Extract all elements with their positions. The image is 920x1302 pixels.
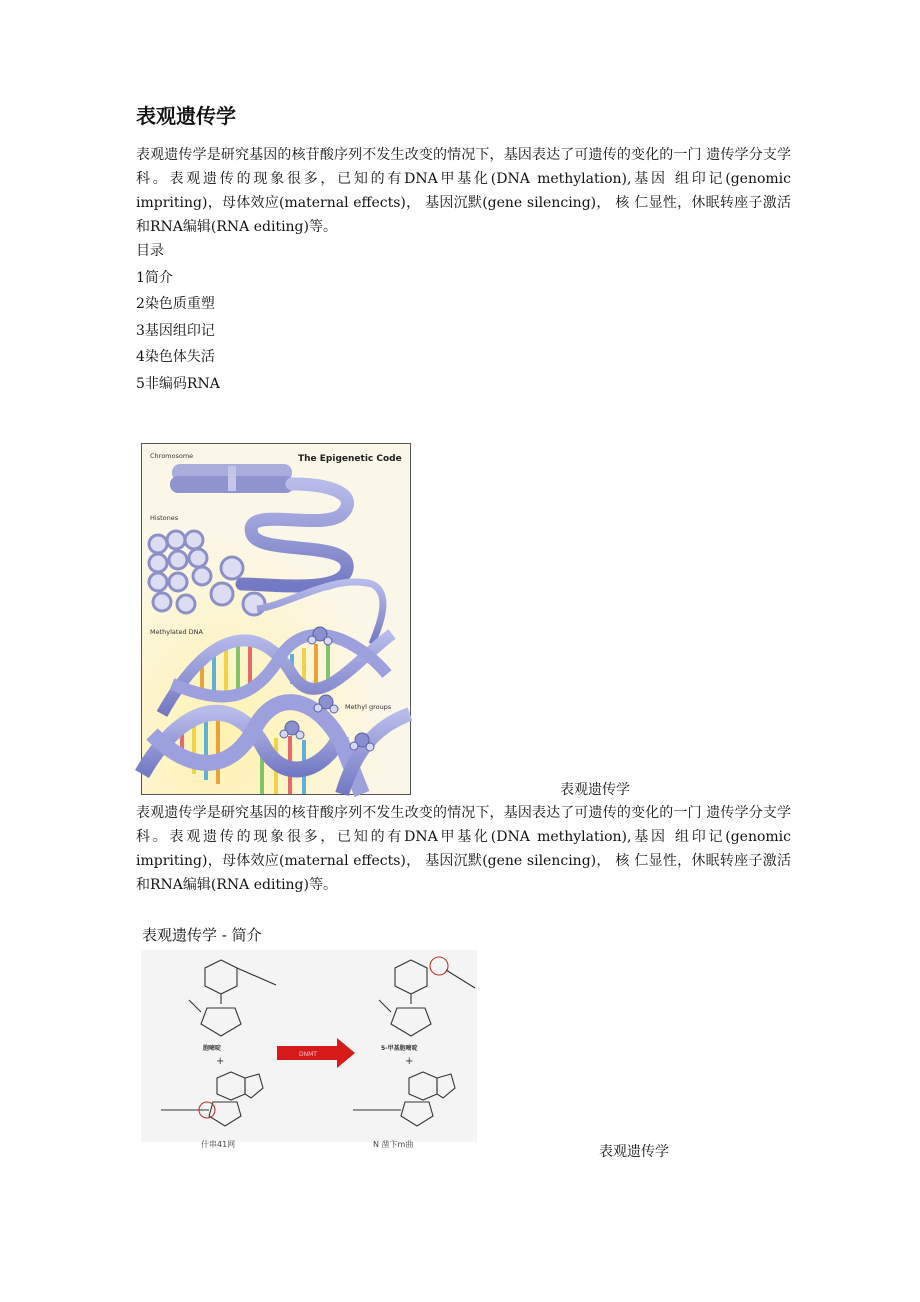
methylation-reaction-diagram: [141, 950, 477, 1149]
label-histones: Histones: [150, 514, 179, 522]
epigenetic-code-figure: [141, 443, 411, 795]
figure2-bottom-right-text: N 凿卞m曲: [373, 1140, 414, 1149]
chromosome-shape: [170, 464, 294, 493]
label-methyl-groups: Methyl groups: [345, 703, 392, 711]
section-heading: 表观遗传学 - 简介: [142, 926, 262, 944]
toc-item-inactivation[interactable]: 4染色体失活: [136, 349, 215, 365]
intro-paragraph: 表观遗传学是研究基因的核苷酸序列不发生改变的情况下，基因表达了可遗传的变化的一门 遗传学分支学科。表观遗传的现象很多，已知的有DNA甲基化(DNA methylation),基因 组印记(genomic impriting)，母体效应(maternal effects)， 基因沉默(gene silencing)， 核 仁显性，休眠转座子激活和RNA编辑(RNA editing)等。: [136, 147, 791, 235]
label-chromosome: Chromosome: [150, 452, 194, 460]
toc-item-intro[interactable]: 1简介: [136, 269, 173, 286]
figure1-caption: 表观遗传学: [560, 782, 630, 798]
methylation-reaction-figure: [141, 950, 477, 1149]
enzyme-label: DNMT: [299, 1051, 317, 1058]
methylcytosine-label: 5-甲基胞嘧啶: [381, 1045, 418, 1052]
page-title: 表观遗传学: [136, 104, 236, 128]
figure2-caption: 表观遗传学: [599, 1144, 669, 1160]
plus-sign-left: +: [216, 1056, 225, 1067]
figure2-bottom-left-text: 什串41网: [201, 1140, 236, 1149]
table-of-contents: [136, 238, 220, 397]
plus-sign-right: +: [405, 1056, 414, 1067]
toc-item-chromatin[interactable]: 2染色质重塑: [136, 296, 215, 312]
toc-item-imprinting[interactable]: 3基因组印记: [136, 322, 215, 339]
intro-paragraph-repeat: 表观遗传学是研究基因的核苷酸序列不发生改变的情况下，基因表达了可遗传的变化的一门 遗传学分支学科。表观遗传的现象很多，已知的有DNA甲基化(DNA methylation),基因 组印记(genomic impriting)，母体效应(maternal effects)， 基因沉默(gene silencing)， 核 仁显性，休眠转座子激活和RNA编辑(RNA editing)等。: [136, 805, 791, 893]
toc-heading: 目录: [136, 243, 164, 259]
label-methylated-dna: Methylated DNA: [150, 628, 203, 636]
toc-item-ncrna[interactable]: 5非编码RNA: [136, 375, 220, 392]
epigenetic-code-illustration: [142, 444, 410, 794]
figure-title: The Epigenetic Code: [298, 454, 402, 464]
cytosine-label: 胞嘧啶: [203, 1045, 222, 1052]
